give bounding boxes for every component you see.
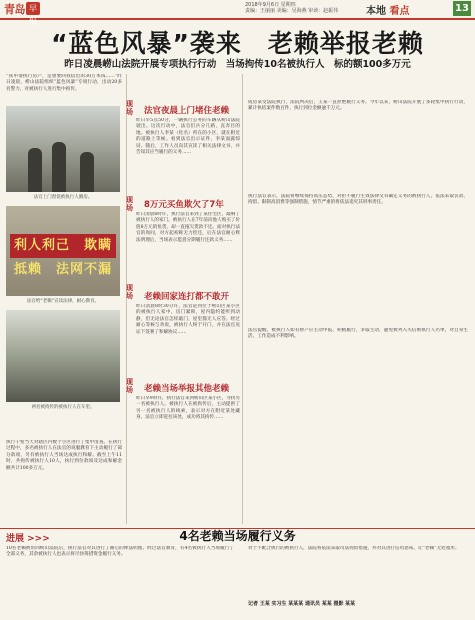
- section-text-1: 昨日早5点50分，一辆执行公务的车辆从崂山法院驶出。这次行动中，法官们兵分几路，直奔目的地。被执行人李某（化名）所在的小区，就在附近的道路上等候。看到法官出示证件，李某面露惊讶。随后，工作人员向其宣读了相关法律文书，并告知其应当履行的义务……: [136, 118, 240, 156]
- photo-detainees-car: [6, 310, 120, 402]
- section-title-3: 老赖回家连打都不敢开: [144, 292, 230, 302]
- section-text-4: 昨日早9时许，执行法官来到崂山区某小区，寻找另一名被执行人。被执行人在被拘传后，主动提供了另一名被执行人的线索，表示对方在附近某处藏身。法官立即赶往该处，成功将其拘传……: [136, 396, 240, 421]
- scene-label-4: 现场: [126, 378, 133, 394]
- right-text-top: 成房某受法院执行，法院判决后，王某一直拒绝履行义务。今年以来，崂山法院开展了多轮集中执行行动，累计执结案件数百件，执行到位金额逾千万元。: [248, 100, 468, 112]
- section-title: [366, 2, 409, 17]
- bottom-text-2: 对于不配合执行的被执行人，法院将依法采取司法拘留措施，并对其进行信用惩戒，让“老赖”无处遁形。: [248, 546, 460, 551]
- photo-officers-visit: [6, 106, 120, 192]
- right-text-middle: 执行法官表示，法院将继续保持高压态势，对拒不履行生效法律文书确定义务的被执行人，依法采取罚款、拘留、限制高消费等强制措施，情节严重的将依法追究其刑事责任。: [248, 194, 468, 206]
- logo-text: 青岛: [4, 2, 25, 16]
- scene-label-1: 现场: [126, 100, 133, 116]
- section-text-2: 昨日清晨6时许，执行法官来到了某住宅区，敲响了被执行人的家门。被执行人在7年前向他人购买了价值8万元的鱼货，却一直拖欠货款不还。面对执行法官的询问，对方起初称无力偿还，后在法官耐心释法明理后，当场表示愿意分期履行还款义务……: [136, 212, 240, 243]
- bottom-left-text: 执行干警当天对辖区内数个小区进行了集中清查。在执行过程中，多名被执行人在法官的说服教育下主动履行了部分款项，另有被执行人当场达成执行和解。截至上午11时，共拘传被执行人10人，执行到位款项及达成和解金额共计100多万元。: [6, 440, 122, 471]
- byline-credit: 记者 王某 实习生 某某某 通讯员 某某 摄影 某某: [248, 601, 356, 607]
- bottom-right-block: [248, 546, 468, 616]
- red-banner: 利人利己 欺瞒抵赖 法网不漏: [10, 234, 116, 258]
- photo-caption-2: 法官给“老赖”宣读法律，耐心教育。: [26, 299, 100, 304]
- masthead-info: [245, 2, 338, 14]
- section-text-3: 昨日清晨8时30分许，法官赶到位于崂山区某小区的被执行人家中，房门紧锁，屋内隐约能听到动静，但无论法官怎样敲门，屋里都无人应答。经过耐心等候与劝说，被执行人终于开门，并在法官见证下签署了和解协议……: [136, 304, 240, 335]
- right-text-bottom: 法官提醒，被执行人如有财产应主动申报、积极履行，争取主动，避免被列入失信被执行人名单，对自身生活、工作造成不利影响。: [248, 328, 468, 340]
- photo-banner-scene: [6, 206, 120, 296]
- intro-text: “我申请执行房产，是想要回我借出的30万本钱……”昨日凌晨，崂山法院组织“蓝色风暴”专项行动，出动20多名警力，对被执行人进行集中拘传。: [6, 74, 122, 92]
- newspaper-logo: [4, 1, 48, 26]
- progress-strip: [0, 528, 475, 543]
- section-title-1: 法官夜晨上门堵住老赖: [144, 106, 230, 116]
- section-highlight: 看点: [389, 6, 410, 17]
- photo-caption-1: 法官上门督促被执行人腾房。: [33, 195, 93, 200]
- editors-line: 责编：王丽丽 美编：吴海燕 审读：赵振伟: [245, 8, 339, 14]
- section-prefix: 本地: [366, 6, 386, 17]
- page-number: 13: [453, 1, 471, 16]
- scene-label-3: 现场: [126, 284, 133, 300]
- section-title-4: 老赖当场举报其他老赖: [144, 384, 230, 394]
- progress-badge: 进展 >>>: [6, 534, 50, 544]
- progress-title: 4名老赖当场履行义务: [179, 529, 296, 543]
- photo-caption-3: 两名被拘传的被执行人在车里。: [31, 405, 95, 410]
- masthead: [0, 0, 475, 26]
- bottom-text-1: 10名老赖被带回崂山法院后，执行法官对其进行了耐心的释法明理。经过法官教育，有4名被执行人当场履行了全部义务，其余被执行人也表示将尽快筹措资金履行义务。: [6, 546, 234, 558]
- section-title-2: 8万元买鱼欺欠了7年: [144, 200, 224, 210]
- main-headline: “蓝色风暴”袭来 老赖举报老赖: [51, 29, 424, 58]
- logo-mark: 早报: [26, 2, 40, 15]
- scene-label-2: 现场: [126, 196, 133, 212]
- subheadline: 昨日凌晨崂山法院开展专项执行行动 当场拘传10名被执行人 标的额100多万元: [64, 59, 411, 70]
- date-line: 2018年9月6日 星期四: [245, 2, 296, 8]
